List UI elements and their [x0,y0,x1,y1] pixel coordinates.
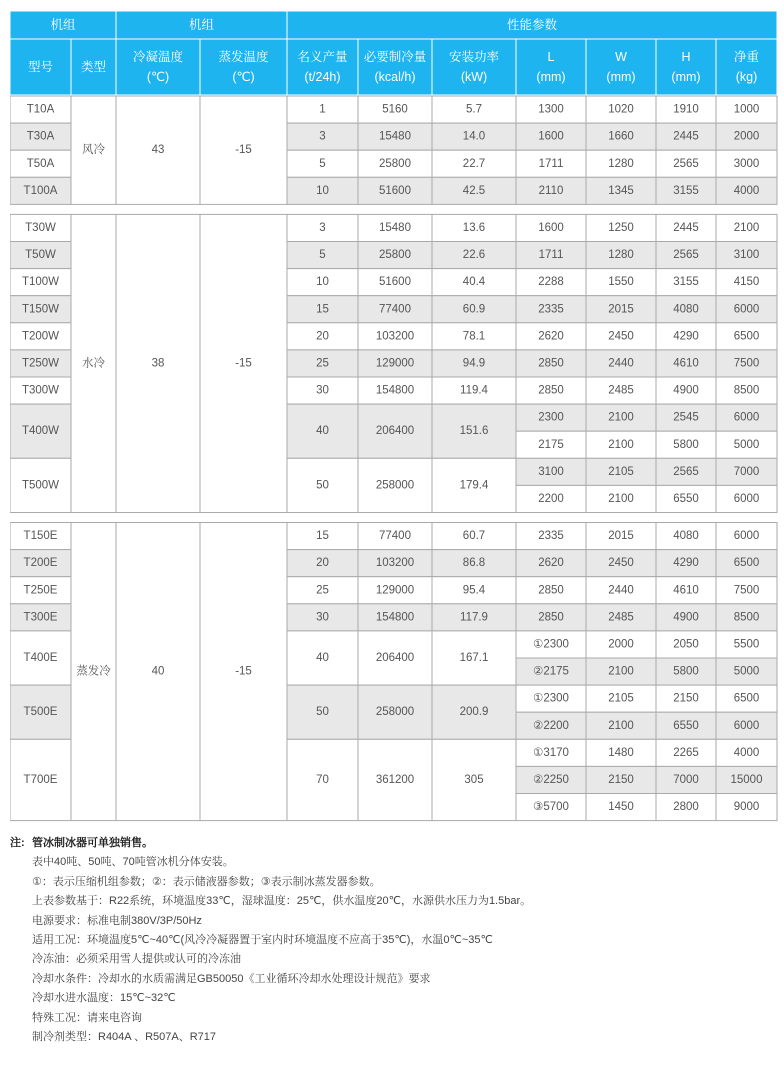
capacity-cell-text: 25 [316,357,329,370]
header-power-label: 安装功率 [448,50,500,64]
length-cell-text: ②2250 [533,773,569,786]
power-cell-text: 94.9 [462,357,486,370]
refrigeration-cell-text: 103200 [375,557,415,570]
header-group-performance-text: 性能参数 [506,18,558,32]
capacity-cell-text: 40 [316,652,329,664]
refrigeration-cell-text: 154800 [375,611,415,624]
height-cell-text: 2565 [673,157,699,170]
weight-cell-text: 6500 [733,557,760,570]
weight-cell-text: 4000 [733,184,760,197]
capacity-cell-text: 5 [319,157,326,170]
width-cell-text: 2000 [608,638,634,651]
width-cell-text: 2100 [608,665,634,678]
header-weight-label: 净重 [733,50,760,64]
model-cell-text: T150E [23,530,58,543]
model-cell-text: T30W [25,221,56,234]
refrigeration-cell-text: 15480 [379,130,411,143]
length-cell-text: 2110 [538,184,564,197]
capacity-cell-text: 70 [316,773,329,786]
width-cell-text: 2015 [608,303,634,316]
header-capacity-unit: (t/24h) [304,70,341,84]
weight-cell-text: 6000 [733,303,760,316]
height-cell-text: 6550 [673,719,699,732]
power-cell-text: 22.7 [462,157,486,170]
model-cell-text: T500E [23,706,58,719]
refrigeration-cell-text: 51600 [379,184,411,197]
capacity-cell-text: 40 [316,425,329,438]
model-cell-text: T700E [23,773,58,786]
height-cell-text: 2565 [673,249,699,262]
length-cell-text: 2850 [538,611,564,624]
width-cell-text: 2440 [608,357,634,370]
height-cell-text: 5800 [673,665,699,678]
width-cell-text: 1280 [608,249,634,262]
header-width [586,39,656,95]
model-cell-text: T400W [21,425,60,438]
note-line [10,834,780,853]
capacity-cell-text: 10 [316,184,329,197]
capacity-cell-text: 50 [316,479,329,492]
weight-cell-text: 6000 [733,492,760,505]
header-type-text: 类型 [80,60,107,74]
header-width-unit: (mm) [606,70,636,84]
header-power-unit: (kW) [460,70,488,84]
header-evap-temp-label: 蒸发温度 [218,50,269,64]
capacity-cell-text: 3 [319,221,326,234]
width-cell-text: 2485 [608,384,634,397]
capacity-cell-text: 3 [319,130,326,143]
note-line: 上表参数基于：R22系统，环境温度33℃，湿球温度：25℃，供水温度20℃，水源供水压力为1.5bar。 [32,895,532,908]
model-cell-text: T300E [23,611,58,624]
height-cell-text: 2150 [673,692,699,705]
note-line: 表中40吨、50吨、70吨管冰机分体安装。 [32,856,234,869]
height-cell-text: 2265 [673,746,699,759]
length-cell-text: 2288 [538,276,564,289]
power-cell-text: 40.4 [462,276,486,289]
header-cond-temp [116,39,200,95]
width-cell-text: 1280 [608,157,634,170]
weight-cell-text: 4000 [733,746,760,759]
header-capacity [287,39,358,95]
height-cell-text: 3155 [673,184,699,197]
power-cell-text: 13.6 [462,221,486,234]
type-cell-text: 风冷 [82,144,105,157]
length-cell-text: 1600 [538,221,564,234]
model-cell-text: T250W [21,357,60,370]
header-evap-temp [200,39,287,95]
type-cell-text: 水冷 [82,357,105,370]
refrigeration-cell-text: 129000 [375,357,415,370]
length-cell-text: 2335 [538,530,564,543]
length-cell-text: 3100 [538,465,564,478]
height-cell-text: 7000 [673,773,699,786]
weight-cell-text: 6500 [733,692,760,705]
header-group-unit-text: 机组 [188,18,215,32]
capacity-cell-text: 5 [319,249,326,262]
weight-cell-text: 4150 [733,276,760,289]
weight-cell-text: 15000 [730,773,763,786]
cond-temp-cell-text: 43 [151,144,165,157]
power-cell-text: 119.4 [460,384,488,397]
header-refrigeration-label: 必要制冷量 [363,50,427,64]
width-cell-text: 2105 [608,465,634,478]
weight-cell-text: 5500 [733,638,760,651]
weight-cell-text: 1000 [733,103,760,116]
height-cell-text: 2800 [673,801,699,814]
weight-cell-text: 9000 [733,801,760,814]
refrigeration-cell-text: 5160 [382,103,408,116]
refrigeration-cell-text: 154800 [375,384,415,397]
evap-temp-cell-text: -15 [235,144,252,157]
note-text: 管冰制冰器可单独销售。 [32,837,153,849]
weight-cell-text: 6000 [733,719,760,732]
refrigeration-cell-text: 25800 [379,157,411,170]
refrigeration-cell-text: 25800 [379,249,411,262]
height-cell-text: 2565 [673,465,699,478]
model-cell-text: T50W [25,249,56,262]
power-cell-text: 78.1 [462,330,486,343]
height-cell-text: 4290 [673,557,699,570]
height-cell-text: 2445 [673,221,699,234]
width-cell-text: 2440 [608,584,634,597]
header-evap-temp-unit: (℃) [232,70,255,84]
note-line: 冷冻油：必须采用雪人提供或认可的冷冻油 [32,953,241,966]
header-length-label: L [547,50,555,64]
refrigeration-cell-text: 129000 [375,584,415,597]
power-cell-text: 60.9 [462,303,486,316]
capacity-cell-text: 25 [316,584,329,597]
note-line: 电源要求：标准电制380V/3P/50Hz [32,914,202,927]
height-cell-text: 4080 [673,530,699,543]
capacity-cell-text: 20 [316,330,329,343]
capacity-cell-text: 30 [316,611,329,624]
note-line: 冷却水进水温度：15℃~32℃ [32,992,176,1005]
cond-temp-cell-text: 40 [151,665,165,678]
power-cell-text: 5.7 [466,103,482,116]
height-cell-text: 4900 [673,384,699,397]
length-cell-text: 2175 [538,438,564,451]
capacity-cell-text: 15 [316,303,329,316]
model-cell-text: T100W [21,276,60,289]
refrigeration-cell-text: 206400 [375,652,415,664]
power-cell-text: 60.7 [462,530,486,543]
length-cell-text: 2850 [538,584,564,597]
header-cond-temp-label: 冷凝温度 [132,50,184,64]
width-cell-text: 2015 [608,530,634,543]
model-cell-text: T150W [21,303,60,316]
power-cell-text: 86.8 [462,557,486,570]
header-refrigeration [358,39,432,95]
length-cell-text: ①2300 [533,692,569,705]
model-cell-text: T50A [26,157,55,170]
height-cell-text: 4610 [673,357,699,370]
header-cond-temp-unit: (℃) [146,70,170,84]
refrigeration-cell-text: 77400 [379,303,411,316]
length-cell-text: 1711 [538,157,564,170]
length-cell-text: 2620 [538,330,564,343]
length-cell-text: ②2200 [533,719,569,732]
header-length [516,39,586,95]
power-cell-text: 151.6 [459,425,489,438]
capacity-cell-text: 30 [316,384,329,397]
height-cell-text: 2050 [673,638,699,651]
width-cell-text: 1345 [608,184,634,197]
power-cell-text: 179.4 [459,479,489,492]
note-line: 特殊工况：请来电咨询 [32,1011,142,1024]
width-cell-text: 2450 [608,557,634,570]
refrigeration-cell-text: 51600 [379,276,411,289]
note-line: ①：表示压缩机组参数；②：表示储液器参数；③表示制冰蒸发器参数。 [32,875,381,888]
model-cell-text: T500W [21,479,60,492]
note-line: 冷却水条件：冷却水的水质需满足GB50050《工业循环冷却水处理设计规范》要求 [32,972,431,985]
weight-cell-text: 7000 [733,465,760,478]
weight-cell-text: 6500 [733,330,760,343]
length-cell-text: ①3170 [533,746,569,759]
power-cell-text: 14.0 [462,130,486,143]
length-cell-text: ③5700 [533,801,569,814]
width-cell-text: 1660 [608,130,634,143]
weight-cell-text: 2000 [733,130,760,143]
header-power [432,39,516,95]
evap-temp-cell-text: -15 [235,357,252,370]
length-cell-text: 2300 [538,411,564,424]
model-cell-text: T300W [21,384,60,397]
note-line: 适用工况：环境温度5℃~40℃(风冷冷凝器置于室内时环境温度不应高于35℃)，水温0℃~35℃ [32,934,493,947]
weight-cell-text: 8500 [733,384,760,397]
weight-cell-text: 7500 [733,357,760,370]
height-cell-text: 5800 [673,438,699,451]
width-cell-text: 1480 [608,746,634,759]
length-cell-text: 1711 [538,249,564,262]
refrigeration-cell-text: 361200 [375,773,415,786]
length-cell-text: 1300 [538,103,564,116]
capacity-cell-text: 15 [316,530,329,543]
header-model-text: 型号 [27,60,54,74]
length-cell-text: 2850 [538,384,564,397]
refrigeration-cell-text: 103200 [375,330,415,343]
model-cell-text: T200W [21,330,60,343]
width-cell-text: 2450 [608,330,634,343]
capacity-cell-text: 50 [316,706,329,719]
power-cell-text: 117.9 [460,611,488,624]
height-cell-text: 6550 [673,492,699,505]
spec-table [10,11,780,823]
height-cell-text: 2445 [673,130,699,143]
power-cell-text: 305 [464,773,484,786]
height-cell-text: 4290 [673,330,699,343]
model-cell-text: T100A [23,184,58,197]
header-weight [716,39,777,95]
refrigeration-cell-text: 15480 [379,221,411,234]
length-cell-text: ①2300 [533,638,569,651]
note-line: 制冷剂类型：R404A 、R507A、R717 [32,1031,217,1044]
capacity-cell-text: 10 [316,276,329,289]
width-cell-text: 2100 [608,492,634,505]
model-cell-text: T200E [23,557,58,570]
model-cell-text: T250E [23,584,58,597]
height-cell-text: 4610 [673,584,699,597]
width-cell-text: 1450 [608,801,634,814]
width-cell-text: 2100 [608,719,634,732]
length-cell-text: 2850 [538,357,564,370]
weight-cell-text: 6000 [733,411,760,424]
length-cell-text: 2620 [538,557,564,570]
width-cell-text: 2100 [608,411,634,424]
type-cell-text: 蒸发冷 [76,665,111,678]
model-cell-text: T30A [26,130,55,143]
notes-label: 注: [10,837,25,849]
power-cell-text: 22.6 [462,249,486,262]
evap-temp-cell-text: -15 [235,665,252,678]
refrigeration-cell-text: 206400 [375,425,415,438]
header-group-unit-text: 机组 [50,18,76,32]
refrigeration-cell-text: 77400 [379,530,411,543]
height-cell-text: 2545 [673,411,699,424]
model-cell-text: T10A [26,103,55,116]
width-cell-text: 2150 [608,773,634,786]
model-cell-text: T400E [23,652,58,664]
height-cell-text: 4080 [673,303,699,316]
weight-cell-text: 5000 [733,665,760,678]
weight-cell-text: 6000 [733,530,760,543]
width-cell-text: 1020 [608,103,634,116]
weight-cell-text: 7500 [733,584,760,597]
header-height-unit: (mm) [671,70,701,84]
width-cell-text: 2100 [608,438,634,451]
header-weight-unit: (kg) [735,70,758,84]
power-cell-text: 95.4 [462,584,486,597]
capacity-cell-text: 1 [319,103,326,116]
notes-section [10,834,780,1047]
weight-cell-text: 2100 [733,221,760,234]
length-cell-text: 1600 [538,130,564,143]
refrigeration-cell-text: 258000 [375,479,415,492]
width-cell-text: 2485 [608,611,634,624]
power-cell-text: 200.9 [459,706,489,719]
weight-cell-text: 8500 [733,611,760,624]
width-cell-text: 1250 [608,221,634,234]
header-height-label: H [681,50,691,64]
header-refrigeration-unit: (kcal/h) [374,70,416,84]
length-cell-text: 2335 [538,303,564,316]
height-cell-text: 4900 [673,611,699,624]
cond-temp-cell-text: 38 [151,357,165,370]
weight-cell-text: 3100 [733,249,760,262]
header-length-unit: (mm) [536,70,566,84]
width-cell-text: 1550 [608,276,634,289]
height-cell-text: 1910 [673,103,699,116]
header-height [656,39,716,95]
header-capacity-label: 名义产量 [297,50,348,64]
weight-cell-text: 5000 [733,438,760,451]
weight-cell-text: 3000 [733,157,760,170]
length-cell-text: 2200 [538,492,564,505]
height-cell-text: 3155 [673,276,699,289]
power-cell-text: 42.5 [462,184,486,197]
header-width-label: W [615,50,627,64]
refrigeration-cell-text: 258000 [375,706,415,719]
length-cell-text: ②2175 [533,665,569,678]
power-cell-text: 167.1 [459,652,489,664]
capacity-cell-text: 20 [316,557,329,570]
width-cell-text: 2105 [608,692,634,705]
